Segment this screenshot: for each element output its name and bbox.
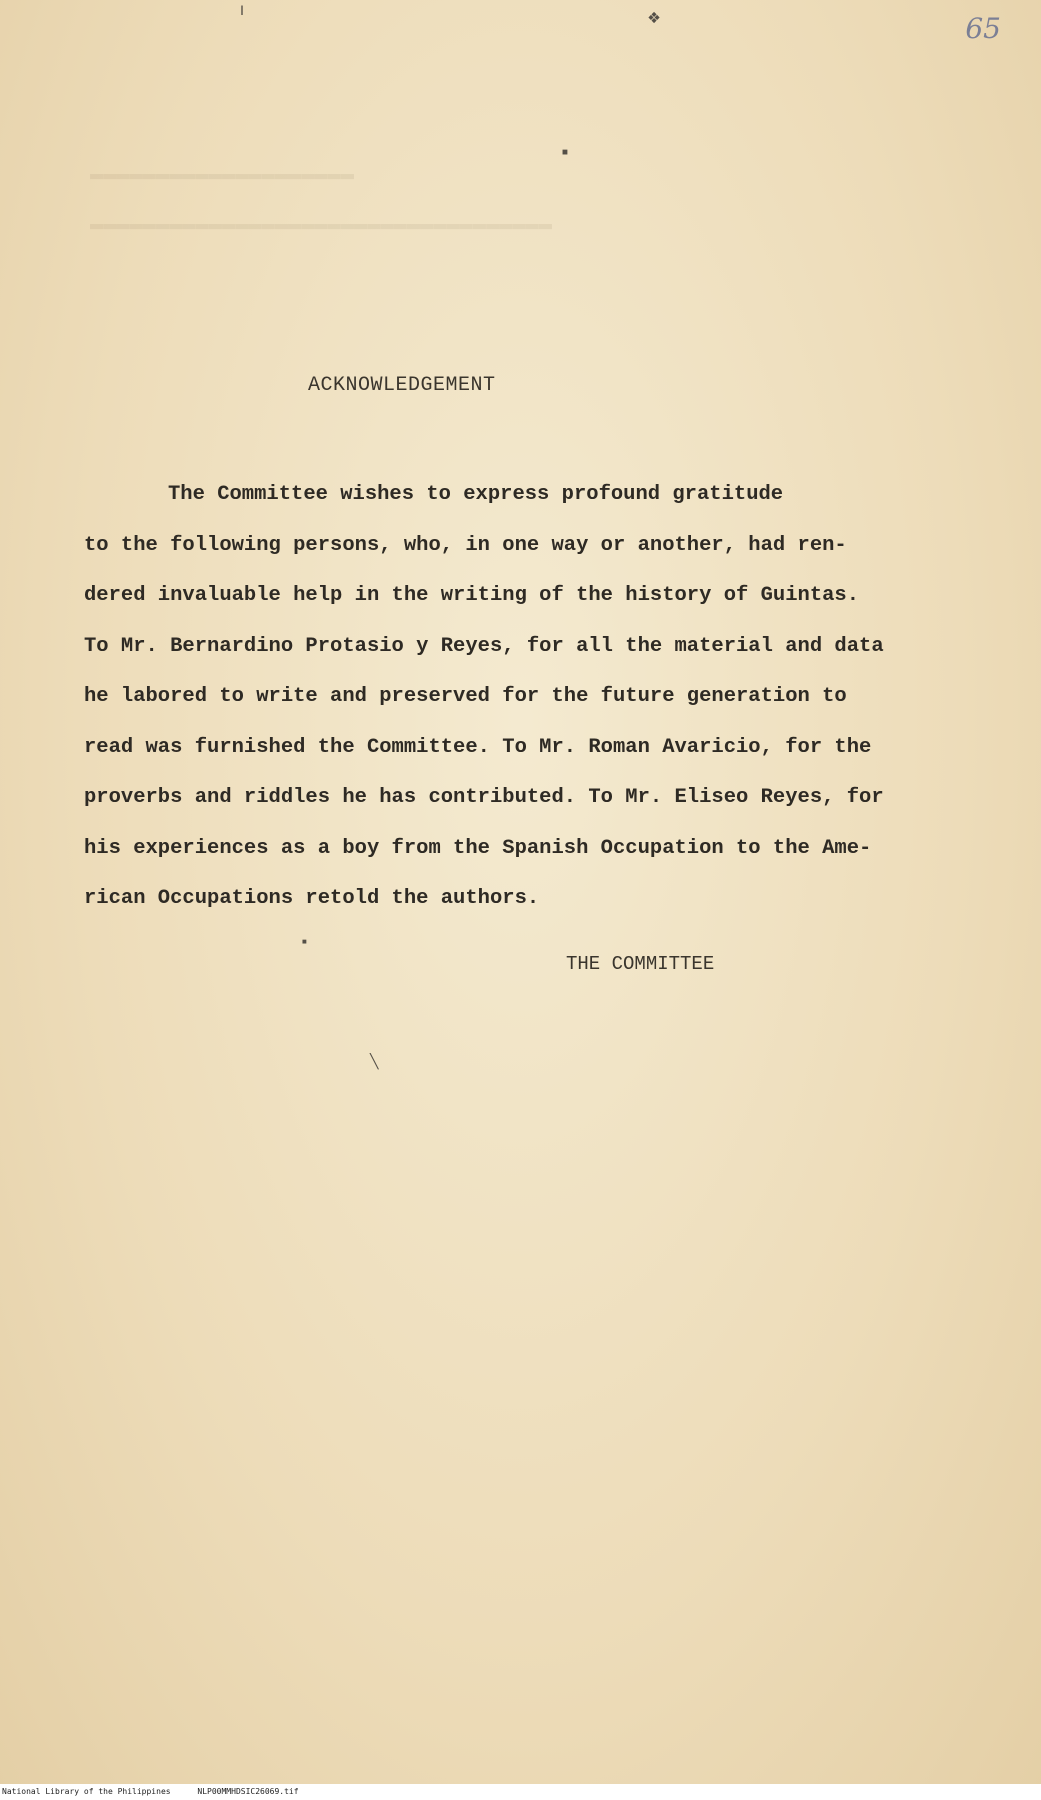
scan-footer — [0, 1784, 1041, 1800]
ink-mark: ❖ — [648, 7, 661, 30]
ink-mark: ╲ — [370, 1055, 379, 1071]
page-number: 65 — [965, 12, 1001, 45]
footer-filename: NLP00MMHDSIC26069.tif — [197, 1787, 299, 1796]
ink-dot: ■ — [562, 148, 569, 159]
body-line: proverbs and riddles he has contributed. To Mr. Eliseo Reyes, for — [84, 786, 884, 809]
body-line: his experiences as a boy from the Spanish Occupation to the Ame- — [84, 836, 872, 860]
ink-mark: ᴵ — [236, 4, 249, 27]
signature: THE COMMITTEE — [566, 953, 715, 975]
body-line: read was furnished the Committee. To Mr. Roman Avaricio, for the — [84, 735, 872, 759]
body-line: rican Occupations retold the authors. — [84, 887, 540, 910]
body-line: To Mr. Bernardino Protasio y Reyes, for all the material and data — [84, 634, 884, 658]
body-line: dered invaluable help in the writing of the history of Guintas. — [84, 584, 860, 607]
acknowledgement-body — [84, 470, 904, 925]
bleed-through-texture: ▬▬▬▬▬▬▬▬▬▬▬▬▬▬▬▬▬▬▬▬ ▬▬▬▬▬▬▬▬▬▬▬▬▬▬▬▬▬▬▬▬▬▬▬▬▬▬▬▬▬▬▬▬▬▬▬ — [90, 162, 553, 237]
footer-library: National Library of the Philippines — [2, 1787, 171, 1796]
body-line: The Committee wishes to express profound gratitude — [168, 483, 784, 506]
ink-dot: ■ — [302, 938, 307, 947]
body-line: to the following persons, who, in one way or another, had ren- — [84, 533, 847, 557]
body-line: he labored to write and preserved for the future generation to — [84, 685, 847, 708]
document-heading: ACKNOWLEDGEMENT — [308, 374, 496, 397]
